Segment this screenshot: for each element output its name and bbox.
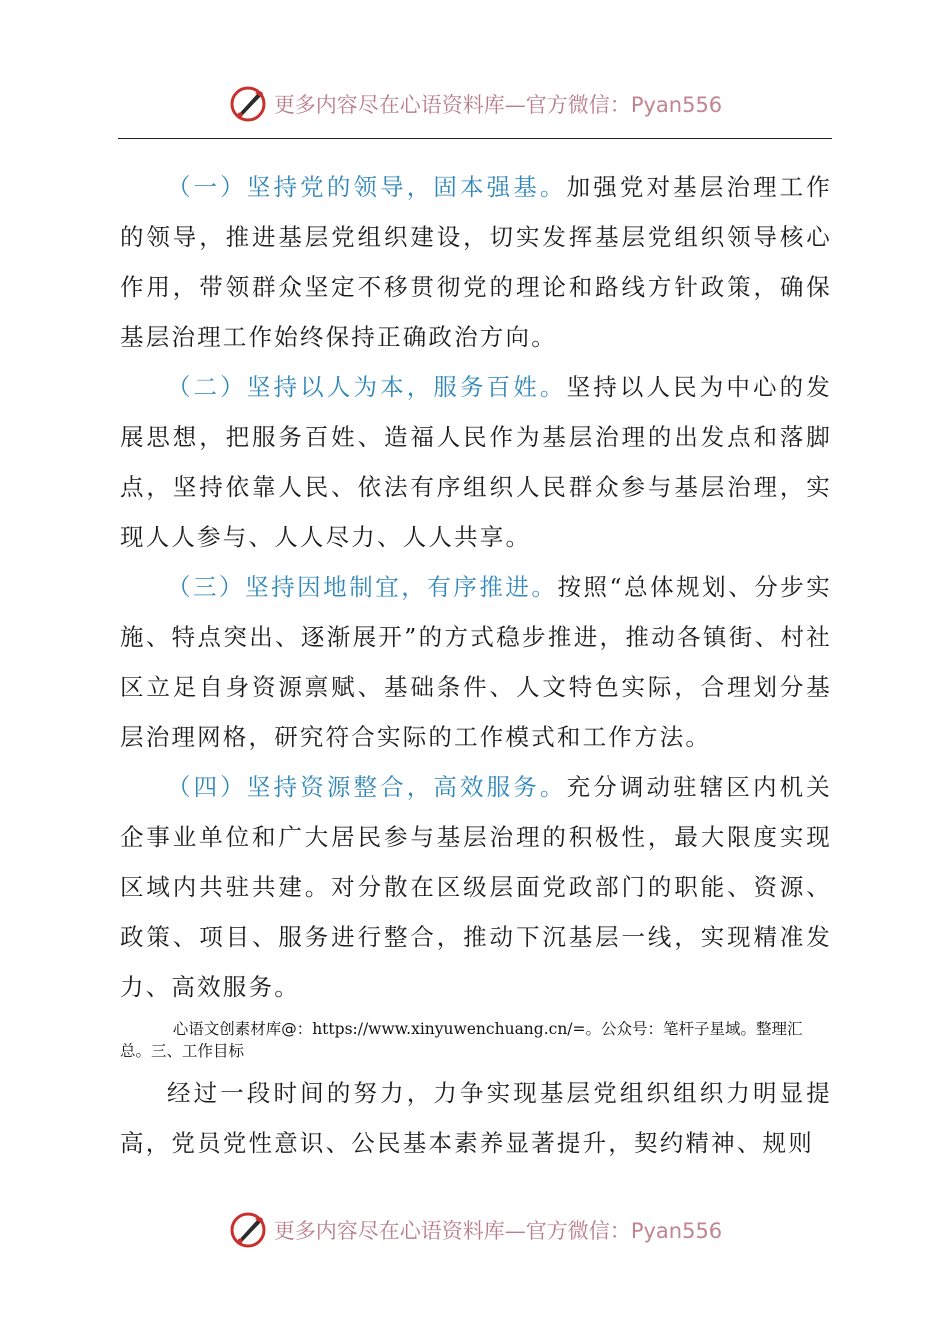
- paragraph-body: 坚持以人民为中心的发展思想，把服务百姓、造福人民作为基层治理的出发点和落脚点，坚持依靠人民、依法有序组织人民群众参与基层治理，实现人人参与、人人尽力、人人共享。: [120, 373, 832, 551]
- quill-logo-icon: [228, 1210, 268, 1250]
- paragraph-heading: （三）坚持因地制宜，有序推进。: [167, 573, 558, 601]
- banner-title: 更多内容尽在心语资料库—官方微信：: [273, 1219, 631, 1243]
- paragraph-body: 按照“总体规划、分步实施、特点突出、逐渐展开”的方式稳步推进，推动各镇街、村社区立足自身资源禀赋、基础条件、人文特色实际，合理划分基层治理网格，研究符合实际的工作模式和工作方法。: [120, 573, 832, 751]
- paragraph-5: 经过一段时间的努力，力争实现基层党组织组织力明显提高，党员党性意识、公民基本素养显著提升，契约精神、规则: [120, 1079, 832, 1157]
- banner-text: [274, 89, 722, 119]
- footer-banner: [0, 1208, 950, 1252]
- quill-logo-icon: [228, 84, 268, 124]
- header-banner: [0, 82, 950, 126]
- document-body: [120, 162, 832, 1168]
- banner-wechat-id: Pyan556: [630, 1219, 723, 1243]
- paragraph-heading: （二）坚持以人为本，服务百姓。: [167, 373, 567, 401]
- paragraph-4: [120, 762, 832, 1012]
- header-divider: [118, 138, 832, 139]
- paragraph-3: [120, 562, 832, 762]
- paragraph-body: 充分调动驻辖区内机关企事业单位和广大居民参与基层治理的积极性，最大限度实现区域内共驻共建。对分散在区级层面党政部门的职能、资源、政策、项目、服务进行整合，推动下沉基层一线，实现精准发力、高效服务。: [120, 773, 832, 1001]
- paragraph-heading: （四）坚持资源整合，高效服务。: [167, 773, 567, 801]
- banner-title: 更多内容尽在心语资料库—官方微信：: [273, 93, 631, 117]
- banner-wechat-id: Pyan556: [630, 93, 723, 117]
- banner-text: [274, 1215, 722, 1245]
- paragraph-heading: （一）坚持党的领导，固本强基。: [167, 173, 567, 201]
- note-suffix: 。公众号：笔杆子星域。整理汇总。三、工作目标: [120, 1020, 803, 1060]
- source-note: [120, 1018, 832, 1062]
- paragraph-2: [120, 362, 832, 562]
- note-prefix: 心语文创素材库@：: [172, 1020, 313, 1038]
- note-url: https://www.xinyuwenchuang.cn/=: [312, 1020, 586, 1038]
- paragraph-body: 加强党对基层治理工作的领导，推进基层党组织建设，切实发挥基层党组织领导核心作用，带领群众坚定不移贯彻党的理论和路线方针政策，确保基层治理工作始终保持正确政治方向。: [120, 173, 832, 351]
- paragraph-1: [120, 162, 832, 362]
